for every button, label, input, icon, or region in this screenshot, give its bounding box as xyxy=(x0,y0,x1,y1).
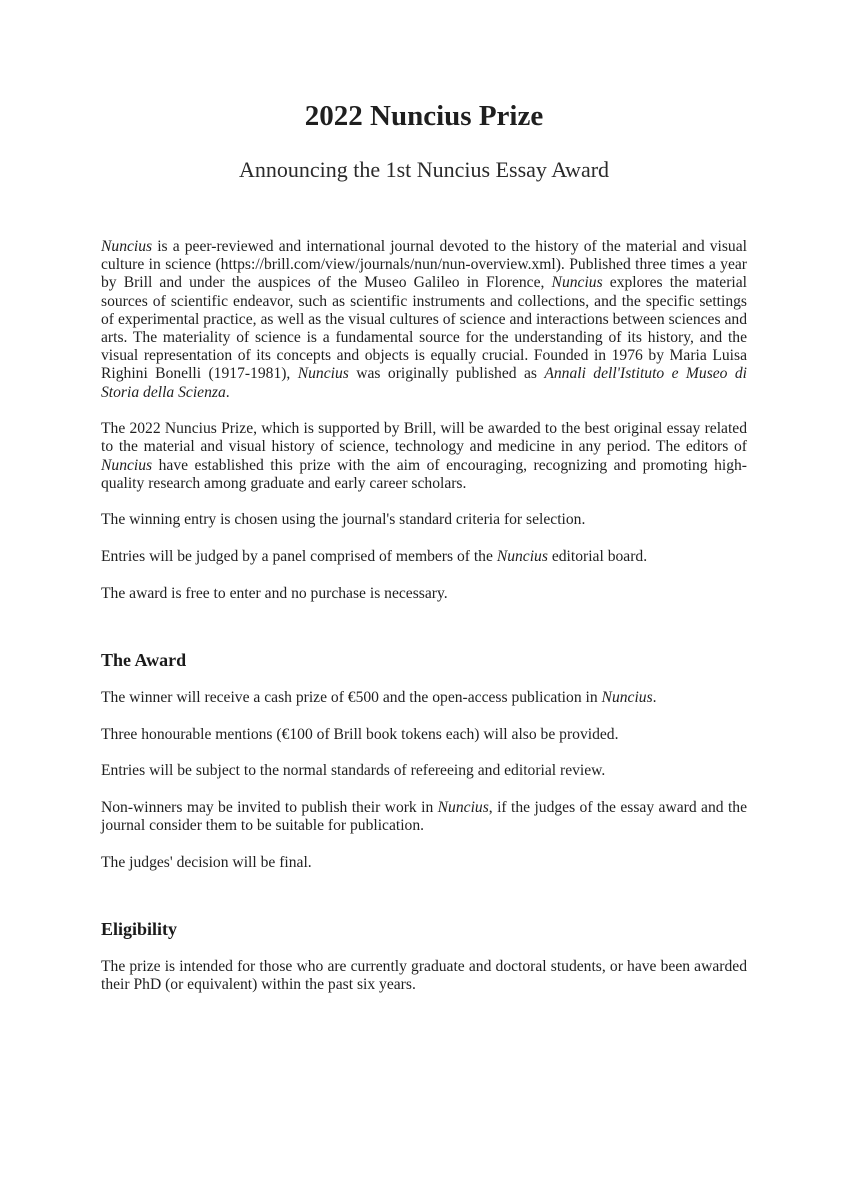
intro-text: explores the material sources of scientific endeavor, such as scientific instruments and collections, and the specific settings of experimental practice, as well as the visual cultures of science and interactions between sciences and arts. The materiality of science is a fundamental source for the understanding of its history, and the visual representation of its concepts and objects is equally crucial. Founded in 1976 by Maria Luisa Righini Bonelli (1917-1981), xyxy=(101,274,748,383)
intro-text: was originally published as xyxy=(348,365,545,383)
journal-name: Nuncius xyxy=(601,689,653,707)
judging-text: editorial board. xyxy=(547,548,648,566)
non-winners-text: , if the judges of the essay award and the journal consider them to be suitable for publication. xyxy=(101,798,747,834)
prize-paragraph xyxy=(101,420,747,493)
page-title: 2022 Nuncius Prize xyxy=(304,100,544,132)
journal-name: Nuncius xyxy=(496,548,548,566)
document-body xyxy=(101,238,747,1013)
journal-name: Nuncius xyxy=(101,456,153,474)
intro-text: is a peer-reviewed and international journal devoted to the history of the material and visual culture in science (https://brill.com/view/journals/nun/nun-overview.xml). Published three times a year by Brill and under the auspices of the Museo Galileo in Florence, xyxy=(101,238,747,292)
prize-text: have established this prize with the aim of encouraging, recognizing and promoting high-quality research among graduate and early career scholars. xyxy=(101,456,747,492)
cash-prize-text: . xyxy=(652,689,657,707)
journal-name: Nuncius xyxy=(297,365,349,383)
cash-prize-text: The winner will receive a cash prize of €500 and the open-access publication in xyxy=(101,689,602,707)
cash-prize-paragraph xyxy=(101,689,747,707)
original-journal-title: Annali dell'Istituto e Museo di Storia della Scienza xyxy=(101,365,747,401)
criteria-paragraph: The winning entry is chosen using the journal's standard criteria for selection. xyxy=(101,511,586,529)
judging-text: Entries will be judged by a panel comprised of members of the xyxy=(101,548,497,566)
refereeing-paragraph: Entries will be subject to the normal standards of refereeing and editorial review. xyxy=(101,762,606,780)
intro-text: . xyxy=(225,383,230,401)
intro-paragraph xyxy=(101,238,747,402)
journal-name: Nuncius xyxy=(551,274,603,292)
prize-text: The 2022 Nuncius Prize, which is supported by Brill, will be awarded to the best original essay related to the material and visual history of science, technology and medicine in any period. The editors of xyxy=(101,420,747,456)
award-heading: The Award xyxy=(101,649,187,670)
final-decision-paragraph: The judges' decision will be final. xyxy=(101,853,312,871)
page-subtitle: Announcing the 1st Nuncius Essay Award xyxy=(238,157,610,182)
judging-paragraph xyxy=(101,548,747,566)
non-winners-paragraph xyxy=(101,799,747,835)
eligibility-paragraph: The prize is intended for those who are currently graduate and doctoral students, or have been awarded their PhD (or equivalent) within the past six years. xyxy=(101,958,747,994)
free-entry-paragraph: The award is free to enter and no purchase is necessary. xyxy=(101,584,448,602)
journal-name: Nuncius xyxy=(437,798,489,816)
eligibility-heading: Eligibility xyxy=(101,918,178,939)
mentions-paragraph: Three honourable mentions (€100 of Brill book tokens each) will also be provided. xyxy=(101,725,619,743)
non-winners-text: Non-winners may be invited to publish their work in xyxy=(101,798,438,816)
journal-name: Nuncius xyxy=(101,238,153,255)
